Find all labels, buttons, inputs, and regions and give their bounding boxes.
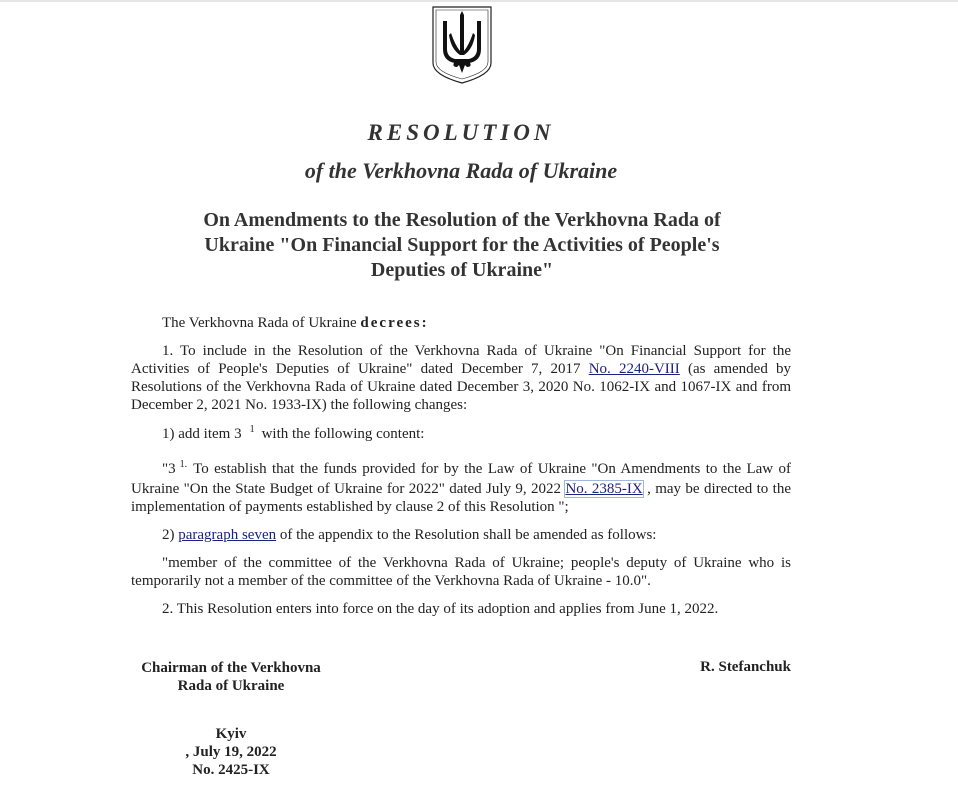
place-city: Kyiv	[215, 726, 247, 742]
item-1-text-after: with the following content:	[261, 426, 425, 442]
intro-paragraph	[131, 314, 791, 332]
item-2-text-after: of the appendix to the Resolution shall be amended as follows:	[279, 527, 657, 543]
paragraph-1	[131, 342, 791, 414]
ukraine-trident-emblem-icon	[431, 5, 493, 85]
item-2	[131, 526, 791, 544]
quoted-item-3-1	[131, 460, 791, 516]
law-link-2385-ix[interactable]: No. 2385-IX	[565, 481, 643, 497]
paragraph-1-text-before: 1. To include in the Resolution of the Verkhovna Rada of Ukraine "On Financial Support for the Activities of People's Deputies of Ukraine" dated December 7, 2017	[131, 343, 791, 377]
paragraph-seven-link[interactable]: paragraph seven	[178, 527, 277, 543]
intro-text: The Verkhovna Rada of Ukraine	[162, 315, 357, 331]
resolution-number: No. 2425-IX	[192, 762, 270, 778]
adoption-date: , July 19, 2022	[185, 744, 277, 760]
quote-superscript: 1.	[179, 459, 188, 470]
resolution-heading: On Amendments to the Resolution of the Verkhovna Rada of Ukraine "On Financial Support for the Activities of People's Deputies of Ukraine"	[203, 209, 721, 281]
position-line-2: Rada of Ukraine	[177, 678, 285, 694]
position-line-1: Chairman of the Verkhovna	[141, 660, 321, 676]
paragraph-1-text-after: (as amended by Resolutions of the Verkhovna Rada of Ukraine dated December 3, 2020 No. 1062-IX and 1067-IX and from December 2, 2021 No. 1933-IX) the following changes:	[131, 361, 792, 413]
item-1	[131, 425, 791, 445]
item-2-prefix: 2)	[162, 527, 175, 543]
decrees-word: decrees:	[360, 315, 429, 331]
signatory-position	[131, 659, 331, 695]
law-link-2240-viii[interactable]: No. 2240-VIII	[588, 361, 680, 377]
item-1-text: 1) add item 3	[162, 426, 242, 442]
resolution-body	[131, 314, 791, 628]
top-border	[0, 0, 958, 2]
paragraph-2: 2. This Resolution enters into force on the day of its adoption and applies from June 1, 2022.	[162, 601, 719, 617]
quoted-item-2-content: "member of the committee of the Verkhovna Rada of Ukraine; people's deputy of Ukraine who is temporarily not a member of the committee of the Verkhovna Rada of Ukraine - 10.0".	[131, 555, 791, 589]
quote-text-after: , may be directed to the implementation of payments established by clause 2 of this Resolution ";	[131, 481, 791, 515]
quote-open: "3	[162, 461, 176, 477]
document-type-title: RESOLUTION	[367, 120, 555, 145]
issuing-body-subtitle: of the Verkhovna Rada of Ukraine	[304, 158, 618, 183]
signatory-name: R. Stefanchuk	[700, 659, 791, 675]
item-1-superscript: 1	[249, 424, 255, 435]
quote-text-before: To establish that the funds provided for by the Law of Ukraine "On Amendments to the Law of Ukraine "On the State Budget of Ukraine for 2022" dated July 9, 2022	[131, 461, 791, 497]
place-date-number	[131, 725, 331, 779]
